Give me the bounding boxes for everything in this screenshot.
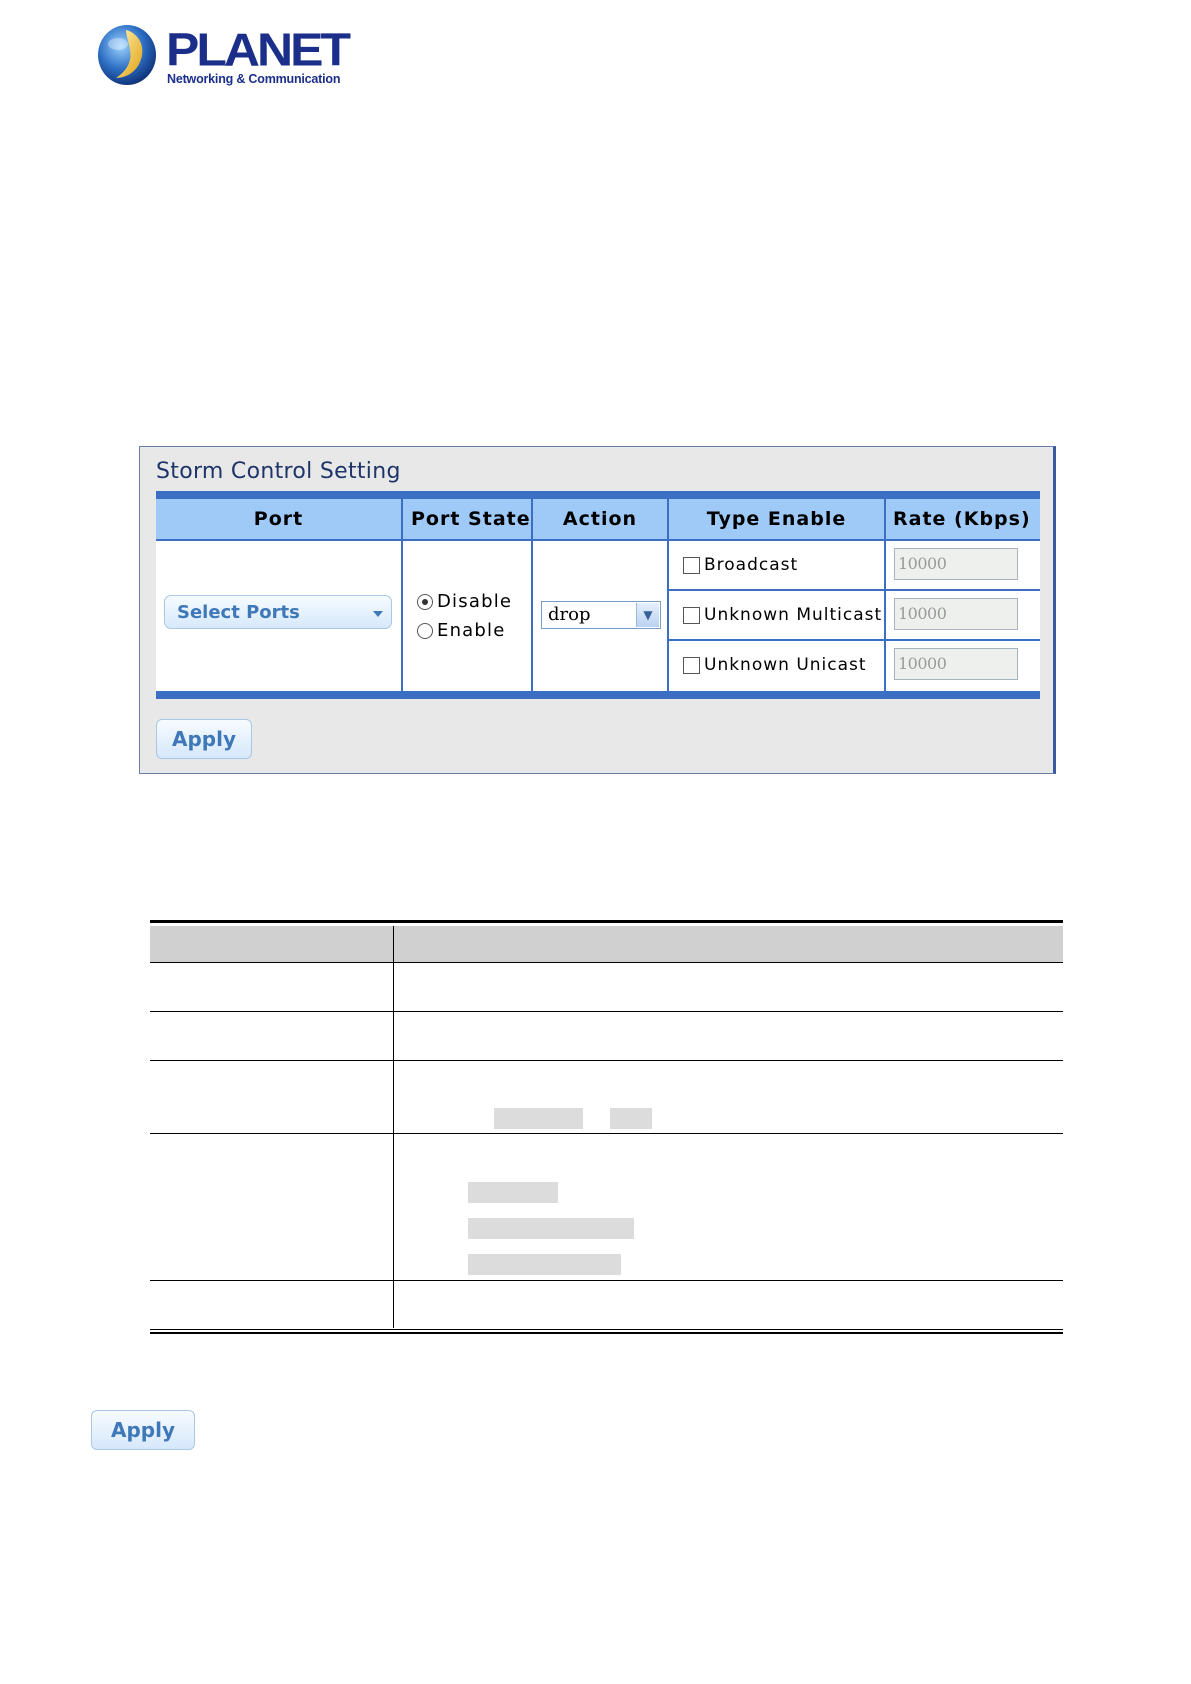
row-divider — [150, 1133, 1063, 1134]
redacted-highlight — [610, 1108, 652, 1129]
chevron-down-icon[interactable]: ▼ — [636, 603, 659, 627]
action-cell — [533, 541, 667, 691]
table-bottom-rule — [150, 1329, 1063, 1330]
broadcast-checkbox-row[interactable] — [683, 555, 798, 575]
row-divider — [150, 1011, 1063, 1012]
globe-icon — [96, 24, 156, 86]
row-divider — [150, 1280, 1063, 1281]
radio-disable-label: Disable — [437, 591, 513, 612]
select-ports-label: Select Ports — [177, 602, 300, 623]
action-select-value: drop — [548, 604, 591, 625]
broadcast-label: Broadcast — [704, 555, 799, 575]
unknown-unicast-checkbox[interactable] — [683, 657, 700, 674]
type-cell-unknown-unicast — [669, 641, 884, 691]
type-cell-broadcast — [669, 541, 884, 589]
col-port: Port — [156, 499, 401, 539]
radio-enable-label: Enable — [437, 620, 506, 641]
panel-title: Storm Control Setting — [156, 459, 401, 484]
unknown-multicast-checkbox[interactable] — [683, 607, 700, 624]
apply-button-large[interactable]: Apply — [91, 1410, 195, 1450]
rate-cell-unknown-unicast — [886, 641, 1040, 691]
radio-disable-button[interactable] — [417, 594, 433, 610]
table-header-row — [150, 926, 1063, 962]
select-ports-dropdown[interactable] — [164, 595, 392, 629]
apply-button[interactable]: Apply — [156, 719, 252, 759]
row-divider — [150, 1060, 1063, 1061]
type-cell-unknown-multicast — [669, 591, 884, 639]
planet-logo — [96, 24, 356, 94]
rate-cell-unknown-multicast — [886, 591, 1040, 639]
broadcast-checkbox[interactable] — [683, 557, 700, 574]
column-divider — [393, 926, 394, 1328]
unknown-unicast-label: Unknown Unicast — [704, 655, 867, 675]
unknown-unicast-rate-input[interactable]: 10000 — [894, 648, 1018, 680]
unknown-unicast-checkbox-row[interactable] — [683, 655, 867, 675]
redacted-highlight — [468, 1182, 558, 1203]
col-port-state: Port State — [403, 499, 531, 539]
redacted-highlight — [494, 1108, 583, 1129]
chevron-down-icon — [373, 611, 383, 617]
unknown-multicast-rate-input[interactable]: 10000 — [894, 598, 1018, 630]
unknown-multicast-label: Unknown Multicast — [704, 605, 883, 625]
broadcast-rate-input[interactable]: 10000 — [894, 548, 1018, 580]
radio-enable-button[interactable] — [417, 623, 433, 639]
radio-enable[interactable] — [417, 620, 506, 641]
storm-control-panel — [139, 446, 1056, 774]
unknown-multicast-checkbox-row[interactable] — [683, 605, 882, 625]
port-cell — [156, 541, 401, 691]
storm-control-table — [156, 491, 1040, 699]
col-rate: Rate (Kbps) — [886, 499, 1040, 539]
table-top-rule — [150, 920, 1063, 923]
logo-wordmark: PLANET — [166, 24, 348, 76]
header-rule — [150, 962, 1063, 963]
action-select[interactable] — [541, 601, 661, 629]
port-state-cell — [403, 541, 531, 691]
rate-cell-broadcast — [886, 541, 1040, 589]
col-type-enable: Type Enable — [669, 499, 884, 539]
redacted-highlight — [468, 1254, 621, 1275]
col-action: Action — [533, 499, 667, 539]
logo-tagline: Networking & Communication — [167, 72, 341, 86]
radio-disable[interactable] — [417, 591, 512, 612]
table-bottom-rule-2 — [150, 1332, 1063, 1334]
redacted-highlight — [468, 1218, 634, 1239]
